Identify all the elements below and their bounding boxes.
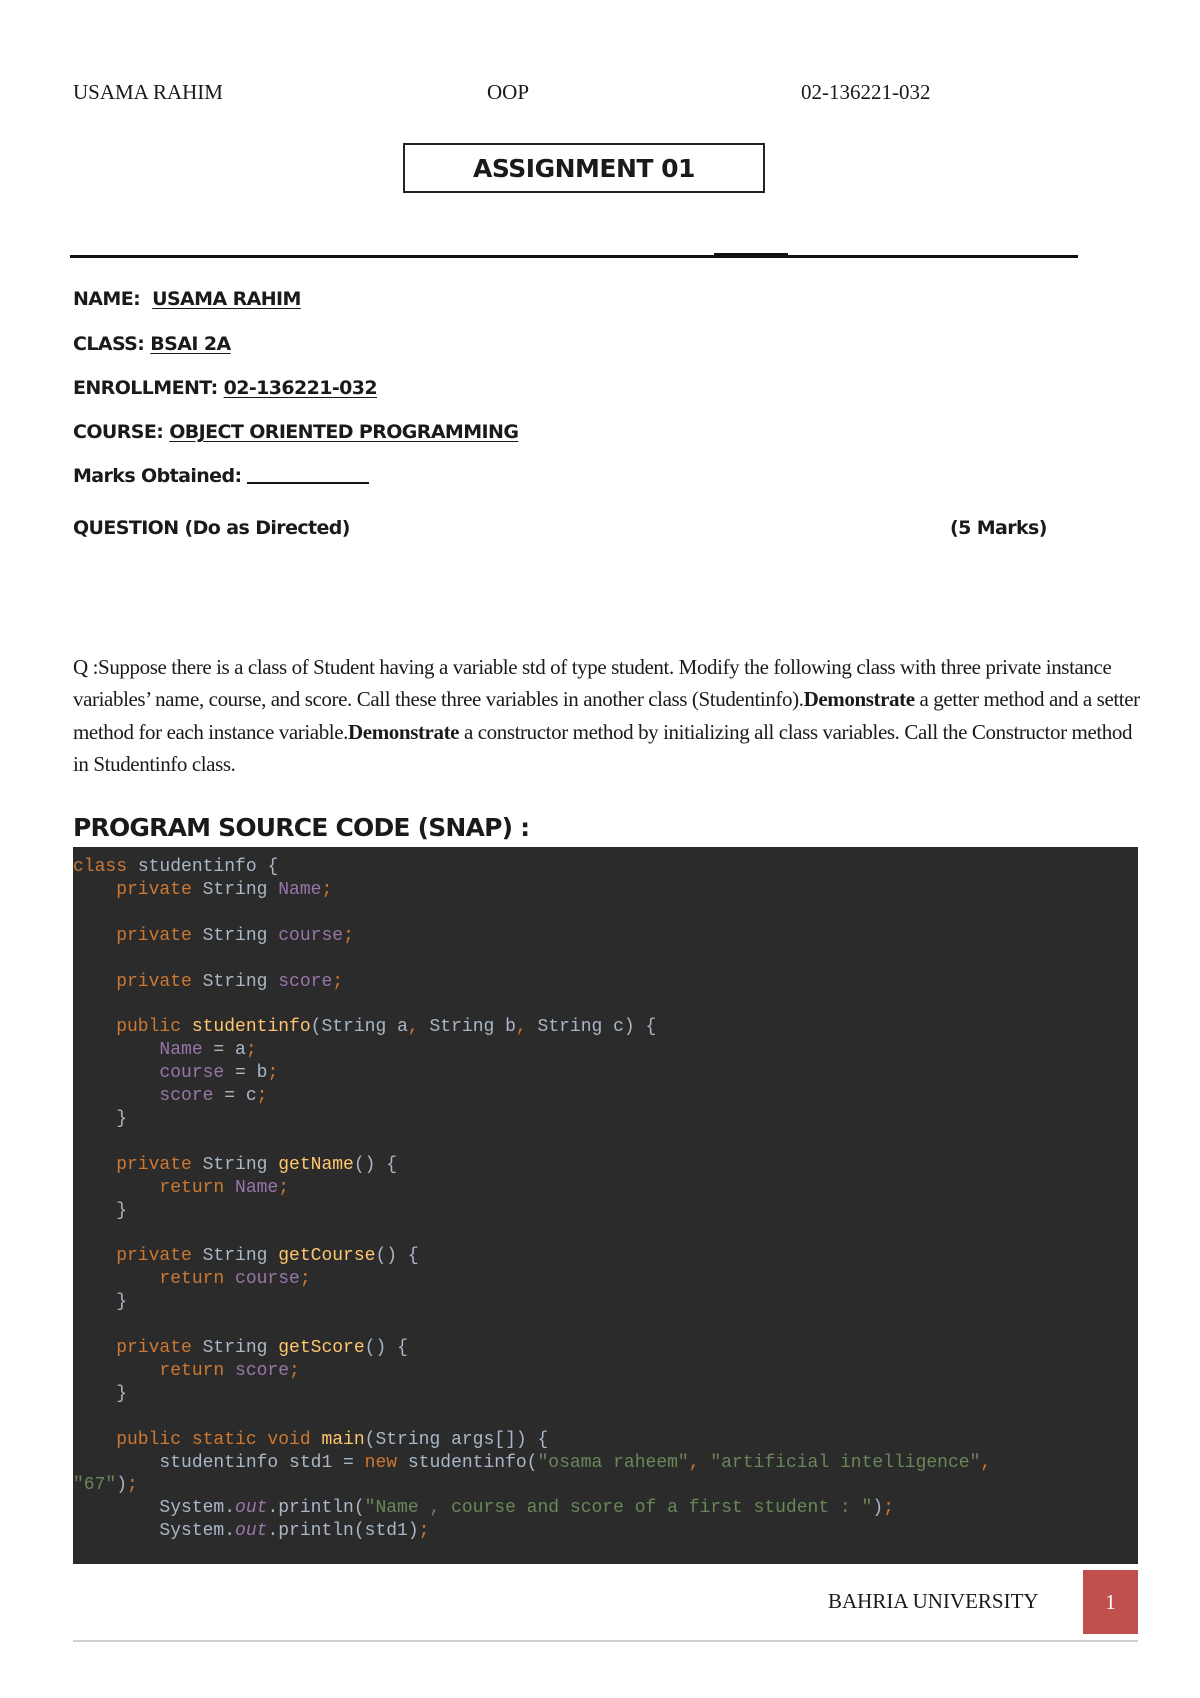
marks-label: Marks Obtained: bbox=[73, 465, 242, 487]
class-field bbox=[73, 333, 231, 355]
snap-title: PROGRAM SOURCE CODE (SNAP) : bbox=[73, 813, 530, 842]
code-snapshot bbox=[73, 847, 1138, 1564]
question-marks: (5 Marks) bbox=[950, 517, 1047, 539]
marks-blank bbox=[247, 466, 369, 484]
class-label: CLASS: bbox=[73, 333, 145, 355]
question-part-2: a getter method and a setter method for each instance variable. bbox=[73, 687, 1140, 744]
question-label: QUESTION (Do as Directed) bbox=[73, 517, 350, 539]
assignment-title: ASSIGNMENT 01 bbox=[403, 143, 765, 193]
header-enrollment: 02-136221-032 bbox=[801, 80, 931, 104]
footer-line bbox=[73, 1640, 1138, 1642]
divider-tick bbox=[714, 253, 788, 255]
footer-university: BAHRIA UNIVERSITY bbox=[828, 1589, 1039, 1613]
name-label: NAME: bbox=[73, 288, 141, 310]
enrollment-label: ENROLLMENT: bbox=[73, 377, 218, 399]
name-value: USAMA RAHIM bbox=[152, 288, 301, 310]
question-bold-1: Demonstrate bbox=[803, 687, 915, 712]
page-number: 1 bbox=[1083, 1570, 1138, 1634]
question-text bbox=[73, 651, 1143, 780]
question-bold-2: Demonstrate bbox=[348, 719, 460, 744]
divider-line bbox=[70, 255, 1078, 258]
enrollment-field bbox=[73, 377, 377, 399]
question-part-1: Q :Suppose there is a class of Student having a variable std of type student. Modify the following class with three private instance variables’ name, course, and score. Call these three variables in another class (Studentinfo). bbox=[73, 655, 1112, 712]
question-part-3: a constructor method by initializing all class variables. Call the Constructor method in Studentinfo class. bbox=[73, 719, 1133, 776]
header-course: OOP bbox=[487, 80, 530, 104]
enrollment-value: 02-136221-032 bbox=[223, 377, 378, 399]
course-label: COURSE: bbox=[73, 421, 164, 443]
header-student-name: USAMA RAHIM bbox=[73, 80, 223, 104]
marks-field bbox=[73, 465, 369, 487]
course-field bbox=[73, 421, 518, 443]
code-block: class studentinfo { private String Name; private String course; private String score; public studentinfo(String a, String b, String c) { Name = a; course = b; score = c; } private String getName() { return Name; } private String getCourse() { return course; } private String getScore() { return score; } public static void main(String args[]) { studentinfo std1 = new studentinfo("osama raheem", "artificial intelligence", "67"); System.out.println("Name , course and score of a first student : "); System.out.println(std1); bbox=[73, 857, 992, 1542]
name-field bbox=[73, 288, 301, 310]
class-value: BSAI 2A bbox=[150, 333, 231, 355]
course-value: OBJECT ORIENTED PROGRAMMING bbox=[169, 421, 519, 443]
